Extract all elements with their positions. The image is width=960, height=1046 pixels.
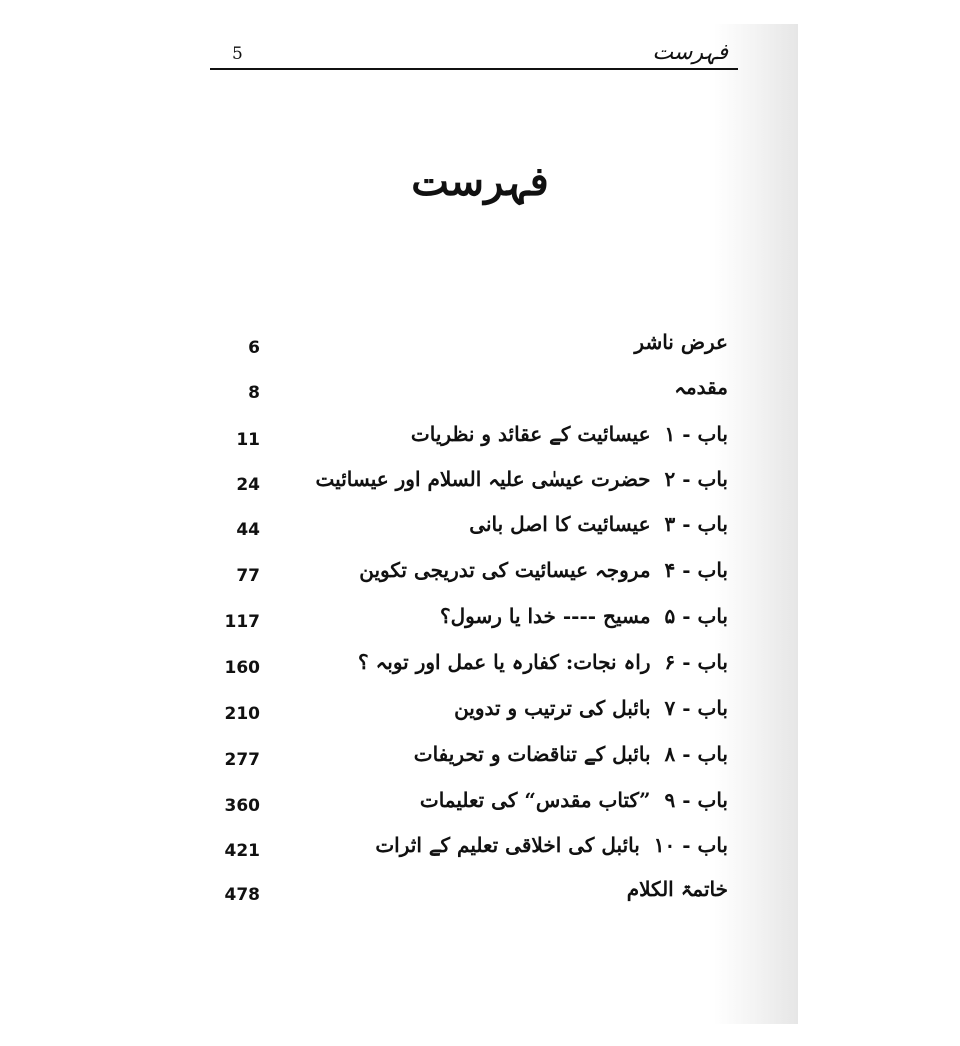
toc-row: [0, 558, 960, 598]
toc-entry-title: بائبل کے تناقضات و تحریفات: [413, 742, 651, 766]
toc-entry-chapter: باب - ۸: [664, 742, 728, 766]
toc-entry-title: بائبل کی ترتیب و تدوین: [454, 696, 651, 720]
toc-entry-chapter: باب - ۷: [664, 696, 728, 720]
toc-row: [0, 788, 960, 828]
toc-entry-page: 11: [236, 430, 260, 450]
toc-entry-title: مسیح ---- خدا یا رسول؟: [440, 604, 651, 628]
toc-row: [0, 696, 960, 736]
header-rule: [210, 68, 738, 70]
toc-entry-page: 44: [236, 520, 260, 540]
toc-entry-title: ”کتاب مقدس“ کی تعلیمات: [419, 788, 651, 812]
toc-row: [0, 422, 960, 462]
toc-entry-chapter: باب - ۶: [664, 650, 728, 674]
toc-row: [0, 330, 960, 370]
toc-entry-page: 478: [224, 885, 260, 905]
toc-entry-title: راہ نجات: کفارہ یا عمل اور توبہ ؟: [357, 650, 651, 674]
toc-entry-page: 210: [224, 704, 260, 724]
toc-entry-title: عیسائیت کا اصل بانی: [469, 512, 651, 536]
page-number: 5: [232, 44, 243, 64]
toc-row: [0, 877, 960, 917]
toc-entry-page: 6: [248, 338, 260, 358]
toc-row: [0, 833, 960, 873]
toc-entry-title: بائبل کی اخلاقی تعلیم کے اثرات: [375, 833, 640, 857]
toc-row: [0, 512, 960, 552]
toc-entry-page: 117: [224, 612, 260, 632]
toc-entry-title: عیسائیت کے عقائد و نظریات: [410, 422, 651, 446]
toc-row: [0, 467, 960, 507]
toc-entry-chapter: باب - ۹: [664, 788, 728, 812]
toc-entry-page: 277: [224, 750, 260, 770]
toc-entry-title: حضرت عیسٰی علیہ السلام اور عیسائیت: [315, 467, 651, 491]
toc-entry-chapter: باب - ۲: [664, 467, 728, 491]
toc-row: [0, 742, 960, 782]
toc-row: [0, 375, 960, 415]
toc-entry-page: 421: [224, 841, 260, 861]
running-head: فہرست: [652, 40, 728, 65]
toc-entry-chapter: باب - ۱۰: [653, 833, 728, 857]
toc-entry-chapter: باب - ۴: [664, 558, 728, 582]
toc-entry-chapter: باب - ۳: [664, 512, 728, 536]
toc-entry-chapter: باب - ۱: [664, 422, 728, 446]
toc-entry-title: عرض ناشر: [634, 330, 728, 354]
toc-entry-page: 360: [224, 796, 260, 816]
toc-entry-page: 24: [236, 475, 260, 495]
toc-row: [0, 650, 960, 690]
toc-entry-title: خاتمۃ الکلام: [626, 877, 728, 901]
toc-entry-title: مروجہ عیسائیت کی تدریجی تکوین: [359, 558, 651, 582]
toc-entry-page: 160: [224, 658, 260, 678]
toc-entry-page: 77: [236, 566, 260, 586]
toc-row: [0, 604, 960, 644]
toc-entry-chapter: باب - ۵: [664, 604, 728, 628]
page-title: فہرست: [411, 158, 549, 205]
toc-entry-page: 8: [248, 383, 260, 403]
toc-entry-title: مقدمہ: [674, 375, 728, 399]
